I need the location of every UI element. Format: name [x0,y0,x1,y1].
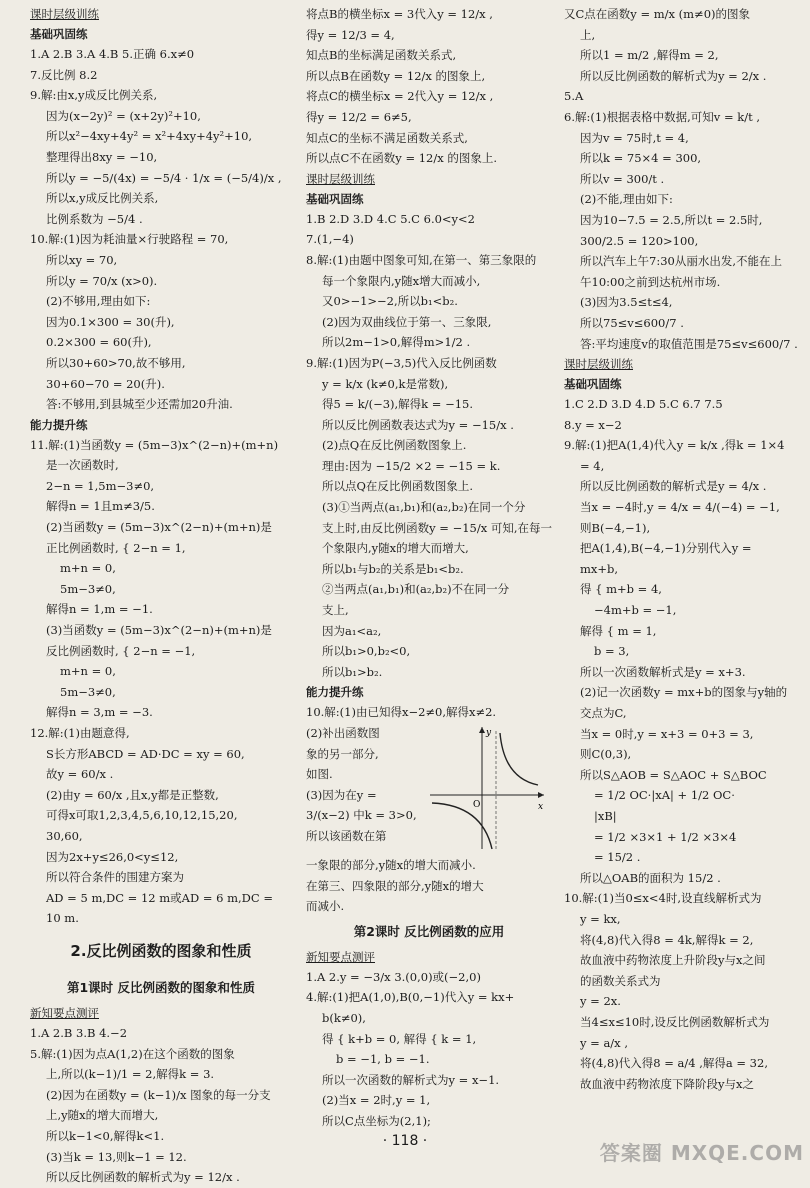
text-line: 解得 { m = 1, [580,623,657,638]
text-line: 交点为C, [580,706,627,720]
text-line: 所以1 = m/2 ,解得m = 2, [580,48,719,63]
text-line: 故y = 60/x . [46,767,114,782]
text-line: 所以75≤v≤600/7 . [580,315,684,330]
text-line: 所以x²−4xy+4y² = x²+4xy+4y²+10, [46,129,253,144]
hyperbola-graph [430,723,548,853]
text-line: y = a/x , [580,1035,628,1050]
text-line: 300/2.5 = 120>100, [580,233,699,248]
text-line: 因为(x−2y)² = (x+2y)²+10, [46,108,201,123]
text-line: 支上时,由反比例函数y = −15/x 可知,在每一 [322,520,553,535]
text-line: 将(4,8)代入得8 = 4k,解得k = 2, [580,932,754,947]
text-line: 所以y = 70/x (x>0). [46,273,158,288]
graph-side-text [306,723,426,847]
text-line: 2.反比例函数的图象和性质 [70,941,252,960]
text-line: 又0>−1>−2,所以b₁<b₂. [322,294,458,309]
text-line: 1.A 2.B 3.B 4.−2 [30,1025,128,1040]
text-line: 所以反比例函数的解析式是y = 4/x . [580,479,767,494]
text-line: 一象限的部分,y随x的增大而减小. [306,858,476,872]
graph-y-arrow [479,727,485,733]
text-line: 5.A [564,89,584,104]
text-line: 所以△OAB的面积为 15/2 . [580,870,721,885]
text-line: 因为2x+y≤26,0<y≤12, [46,849,179,864]
text-line: 新知要点测评 [30,1005,99,1020]
text-line: y = 2x. [580,994,621,1009]
text-line: 而减小. [306,899,345,914]
text-line: 8.y = x−2 [564,417,622,432]
text-line: 10.解:(1)由已知得x−2≠0,解得x≠2. [306,705,497,720]
text-line: b = 3, [594,644,630,659]
text-line: 得 { m+b = 4, [580,582,662,597]
text-line: 第1课时 反比例函数的图象和性质 [66,979,256,995]
text-line: 将(4,8)代入得8 = a/4 ,解得a = 32, [580,1056,768,1071]
text-line: 所以k = 75×4 = 300, [580,151,702,166]
watermark-logo: 答案圈 MXQE.COM [599,1141,804,1165]
text-line: 每一个象限内,y随x增大而减小, [322,273,481,288]
text-line: 所以2m−1>0,解得m>1/2 . [322,335,471,350]
text-line: 因为10−7.5 = 2.5,所以t = 2.5时, [580,212,763,227]
text-line: 是一次函数时, [46,458,119,473]
text-line: 所以v = 300/t . [580,171,665,186]
graph-curve-left [432,803,492,849]
text-line: 12.解:(1)由题意得, [30,726,130,740]
text-line: 的函数关系式为 [580,973,661,988]
text-line: 1.A 2.B 3.A 4.B 5.正确 6.x≠0 [30,47,195,61]
graph-curve-right [500,733,538,785]
text-line: 得y = 12/3 = 4, [306,27,395,42]
text-line: m+n = 0, [60,664,116,679]
text-line: 答:平均速度v的取值范围是75≤v≤600/7 . [580,336,798,351]
text-line: (3)因为在y = [306,787,377,802]
text-line: 课时层级训练 [30,7,99,21]
text-line: 0.2×300 = 60(升), [46,335,152,350]
text-line: (3)因为3.5≤t≤4, [580,295,673,310]
text-line: 9.解:(1)因为P(−3,5)代入反比例函数 [306,355,497,370]
column-left [30,4,292,1185]
text-line: 整理得出8xy = −10, [46,149,158,164]
text-line: 所以x,y成反比例关系, [46,191,159,206]
text-line: 当4≤x≤10时,设反比例函数解析式为 [580,1014,770,1029]
text-line: 课时层级训练 [306,171,375,186]
text-line: 答:不够用,到县城至少还需加20升油. [46,397,233,412]
page-number: · 118 · [382,1133,428,1149]
text-line: 10.解:(1)因为耗油量×行驶路程 = 70, [30,232,229,247]
text-line: |xB| [594,808,617,823]
text-line: 反比例函数时, { 2−n = −1, [46,643,196,658]
text-line: b = −1, b = −1. [336,1052,430,1067]
text-line: 新知要点测评 [306,949,375,964]
text-line: 1.A 2.y = −3/x 3.(0,0)或(−2,0) [306,969,481,984]
text-line: = 1/2 ×3×1 + 1/2 ×3×4 [594,829,737,844]
text-line: m+n = 0, [60,561,116,576]
text-line: 得5 = k/(−3),解得k = −15. [322,397,474,412]
text-line: 上,y随x的增大而增大, [46,1108,159,1123]
text-line: 所以b₁与b₂的关系是b₁<b₂. [322,561,464,576]
text-line: 将点B的横坐标x = 3代入y = 12/x , [306,7,493,21]
column-middle-top [306,4,552,723]
text-line: 因为0.1×300 = 30(升), [46,314,175,329]
text-line: 所以k−1<0,解得k<1. [46,1128,165,1143]
text-line: 知点B的坐标满足函数关系式, [306,48,457,63]
text-line: (2)点Q在反比例函数图象上. [322,438,467,453]
graph-origin-label: O [473,800,481,810]
text-line: 7.(1,−4) [306,232,354,247]
text-line: 3/(x−2) 中k = 3>0, [306,808,417,823]
text-line: 正比例函数时, { 2−n = 1, [46,540,186,555]
text-line: 4.解:(1)把A(1,0),B(0,−1)代入y = kx+ [306,990,515,1005]
text-line: 比例系数为 −5/4 . [46,211,143,226]
text-line: 5m−3≠0, [60,581,116,596]
text-line: 解得n = 1且m≠3/5. [46,499,155,514]
text-line: 9.解:(1)把A(1,4)代入y = k/x ,得k = 1×4 [564,438,785,453]
text-line: (2)不够用,理由如下: [46,294,151,309]
text-line: 11.解:(1)当函数y = (5m−3)x^(2−n)+(m+n) [30,437,279,452]
text-line: 1.C 2.D 3.D 4.D 5.C 6.7 7.5 [564,397,723,412]
graph-x-label: x [538,802,544,812]
text-line: 所以一次函数的解析式为y = x−1. [322,1072,500,1087]
text-line: (2)记一次函数y = mx+b的图象与y轴的 [580,685,788,700]
text-line: (2)不能,理由如下: [580,192,673,207]
text-line: (3)①当两点(a₁,b₁)和(a₂,b₂)在同一个分 [322,500,526,515]
text-line: 将点C的横坐标x = 2代入y = 12/x , [306,89,494,104]
text-line: 所以点C不在函数y = 12/x 的图象上. [306,151,498,166]
text-line: 故血液中药物浓度下降阶段y与x之 [580,1076,754,1091]
text-line: 如图. [306,767,333,782]
text-line: (2)当函数y = (5m−3)x^(2−n)+(m+n)是 [46,520,272,535]
text-line: 30+60−70 = 20(升). [46,376,165,391]
text-line: 得 { k+b = 0, 解得 { k = 1, [322,1031,477,1046]
text-line: (2)当x = 2时,y = 1, [322,1093,431,1108]
text-line: 因为v = 75时,t = 4, [580,130,689,145]
text-line: (2)补出函数图 [306,726,380,740]
text-line: 所以点Q在反比例函数图象上. [322,479,474,494]
text-line: mx+b, [580,561,619,576]
text-line: 在第三、四象限的部分,y随x的增大 [306,878,484,893]
text-line: y = kx, [580,911,621,926]
text-line: 当x = −4时,y = 4/x = 4/(−4) = −1, [580,500,780,515]
text-line: 基础巩固练 [306,191,364,206]
text-line: 又C点在函数y = m/x (m≠0)的图象 [564,7,750,21]
text-line: 10 m. [46,911,79,926]
text-line: 所以一次函数解析式是y = x+3. [580,664,746,679]
text-line: 所以b₁>0,b₂<0, [322,644,411,659]
text-line: 解得n = 1,m = −1. [46,602,153,617]
text-line: 所以xy = 70, [46,252,118,267]
text-line: = 4, [580,458,605,473]
text-line: 9.解:由x,y成反比例关系, [30,88,158,103]
text-line: 知点C的坐标不满足函数关系式, [306,130,468,145]
text-line: 所以S△AOB = S△AOC + S△BOC [580,767,767,782]
text-line: (3)当函数y = (5m−3)x^(2−n)+(m+n)是 [46,623,272,638]
graph-y-label: y [486,728,492,738]
text-line: 5.解:(1)因为点A(1,2)在这个函数的图象 [30,1046,235,1061]
text-line: 得y = 12/2 = 6≠5, [306,109,412,124]
text-line: 5m−3≠0, [60,684,116,699]
text-line: 基础巩固练 [30,27,88,41]
text-line: 所以反比例函数表达式为y = −15/x . [322,417,514,432]
text-line: ②当两点(a₁,b₁)和(a₂,b₂)不在同一分 [322,582,510,597]
text-line: 所以y = −5/(4x) = −5/4 · 1/x = (−5/4)/x , [46,170,282,185]
column-right [564,4,800,1130]
text-line: 8.解:(1)由题中图象可知,在第一、第三象限的 [306,252,537,267]
text-line: 所以点B在函数y = 12/x 的图象上, [306,68,486,83]
text-line: (3)当k = 13,则k−1 = 12. [46,1149,187,1164]
text-line: 所以符合条件的围建方案为 [46,870,184,885]
text-line: 象的另一部分, [306,746,379,761]
text-line: (2)因为在函数y = (k−1)/x 图象的每一分支 [46,1087,271,1102]
text-line: b(k≠0), [322,1010,366,1025]
column-middle-bottom [306,855,552,1132]
text-line: 课时层级训练 [564,357,633,372]
text-line: 所以汽车上午7:30从丽水出发,不能在上 [580,254,782,269]
text-line: 解得n = 3,m = −3. [46,705,153,720]
text-line: 上,所以(k−1)/1 = 2,解得k = 3. [46,1067,215,1082]
text-line: 理由:因为 −15/2 ×2 = −15 = k. [322,458,501,473]
text-line: 故血液中药物浓度上升阶段y与x之间 [580,953,766,968]
column-middle [306,4,552,1130]
text-line: 所以反比例函数的解析式为y = 12/x . [46,1170,240,1185]
text-line: 所以C点坐标为(2,1); [322,1113,431,1128]
text-line: 个象限内,y随x的增大而增大, [322,541,469,556]
text-line: 所以该函数在第 [306,828,387,843]
text-line: 午10:00之前到达杭州市场. [580,274,721,289]
text-line: 10.解:(1)当0≤x<4时,设直线解析式为 [564,891,762,906]
text-line: 能力提升练 [30,417,88,432]
text-line: 当x = 0时,y = x+3 = 0+3 = 3, [580,726,754,741]
text-line: 把A(1,4),B(−4,−1)分别代入y = [580,541,752,556]
text-line: 能力提升练 [306,685,364,700]
text-line: 可得x可取1,2,3,4,5,6,10,12,15,20, [46,808,238,823]
text-line: 则C(0,3), [580,747,632,762]
text-line: 30,60, [46,828,83,843]
text-line: = 15/2 . [594,850,641,865]
text-line: (2)由y = 60/x ,且x,y都是正整数, [46,787,219,802]
text-line: 第2课时 反比例函数的应用 [353,923,505,939]
text-line: −4m+b = −1, [594,603,677,618]
text-line: S长方形ABCD = AD·DC = xy = 60, [46,746,245,761]
text-line: 1.B 2.D 3.D 4.C 5.C 6.0<y<2 [306,211,476,226]
text-line: 基础巩固练 [564,377,622,392]
text-line: 7.反比例 8.2 [30,67,98,82]
text-line: 所以30+60>70,故不够用, [46,355,186,370]
text-line: 上, [580,27,596,42]
text-line: 因为a₁<a₂, [322,623,382,638]
text-line: 支上, [322,603,349,618]
text-line: 6.解:(1)根据表格中数据,可知v = k/t , [564,109,761,124]
text-line: AD = 5 m,DC = 12 m或AD = 6 m,DC = [46,890,273,905]
text-line: (2)因为双曲线位于第一、三象限, [322,314,492,329]
text-line: 所以反比例函数的解析式为y = 2/x . [580,68,767,83]
text-line: y = k/x (k≠0,k是常数), [322,376,449,391]
text-line: 所以b₁>b₂. [322,664,383,679]
graph-x-arrow [538,792,544,798]
text-line: 2−n = 1,5m−3≠0, [46,478,155,493]
text-line: 则B(−4,−1), [580,520,651,535]
graph-section [306,723,552,855]
text-line: = 1/2 OC·|xA| + 1/2 OC· [594,788,735,803]
